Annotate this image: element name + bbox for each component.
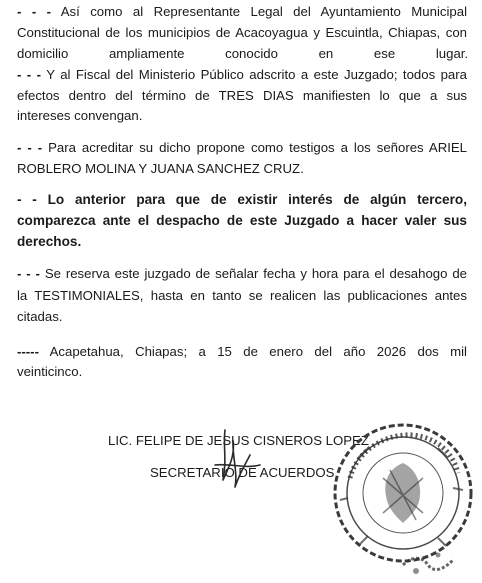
paragraph-text: Para acreditar su dicho propone como testigos a los señores ARIEL	[48, 140, 468, 155]
paragraph-5-line-2: la TESTIMONIALES, hasta en tanto se realicen las publicaciones antes	[17, 288, 467, 303]
paragraph-4-line-1	[17, 191, 467, 209]
handwritten-signature	[205, 425, 275, 495]
stamp-residue-mark	[398, 545, 458, 580]
paragraph-1-line-2: Constitucional de los municipios de Acacoyagua y Escuintla, Chiapas, con	[17, 25, 467, 40]
dash-lead: - - -	[17, 266, 40, 281]
dash-lead: - -	[17, 192, 37, 207]
paragraph-6-line-2: veinticinco.	[17, 364, 83, 379]
paragraph-text: Lo anterior para que de existir interés de algún tercero,	[47, 192, 467, 207]
paragraph-2-line-2: efectos dentro del término de TRES DIAS manifiesten lo que a sus	[17, 88, 467, 103]
paragraph-text: Se reserva este juzgado de señalar fecha y hora para el desahogo de	[44, 266, 467, 281]
dash-lead: - - -	[17, 140, 43, 155]
paragraph-1-line-3	[17, 45, 469, 63]
paragraph-text: Y al Fiscal del Ministerio Público adscrito a este Juzgado; todos para	[46, 67, 467, 82]
paragraph-3-line-1	[17, 139, 467, 157]
paragraph-text: Acapetahua, Chiapas; a 15 de enero del año 2026 dos mil	[49, 344, 467, 359]
paragraph-5-line-1	[17, 265, 467, 283]
paragraph-5-line-3: citadas.	[17, 309, 63, 324]
signer-title: SECRETARIO DE ACUERDOS	[150, 465, 335, 480]
paragraph-text: Así como al Representante Legal del Ayuntamiento Municipal	[60, 4, 468, 19]
dash-lead: - - -	[17, 4, 52, 19]
paragraph-text: domicilio ampliamente conocido en ese lugar.	[17, 46, 469, 61]
paragraph-3-line-2: ROBLERO MOLINA Y JUANA SANCHEZ CRUZ.	[17, 161, 304, 176]
paragraph-2-line-1	[17, 66, 467, 84]
paragraph-1-line-1	[17, 3, 467, 21]
dash-lead: - - -	[17, 67, 42, 82]
paragraph-6-line-1	[17, 343, 467, 361]
paragraph-4-line-2: comparezca ante el despacho de este Juzgado a hacer valer sus	[17, 213, 467, 228]
paragraph-2-line-3: intereses convengan.	[17, 108, 143, 123]
paragraph-4-line-3: derechos.	[17, 234, 82, 249]
dash-lead: -----	[17, 344, 39, 359]
signer-name: LIC. FELIPE DE JESUS CISNEROS LOPEZ	[108, 433, 369, 448]
